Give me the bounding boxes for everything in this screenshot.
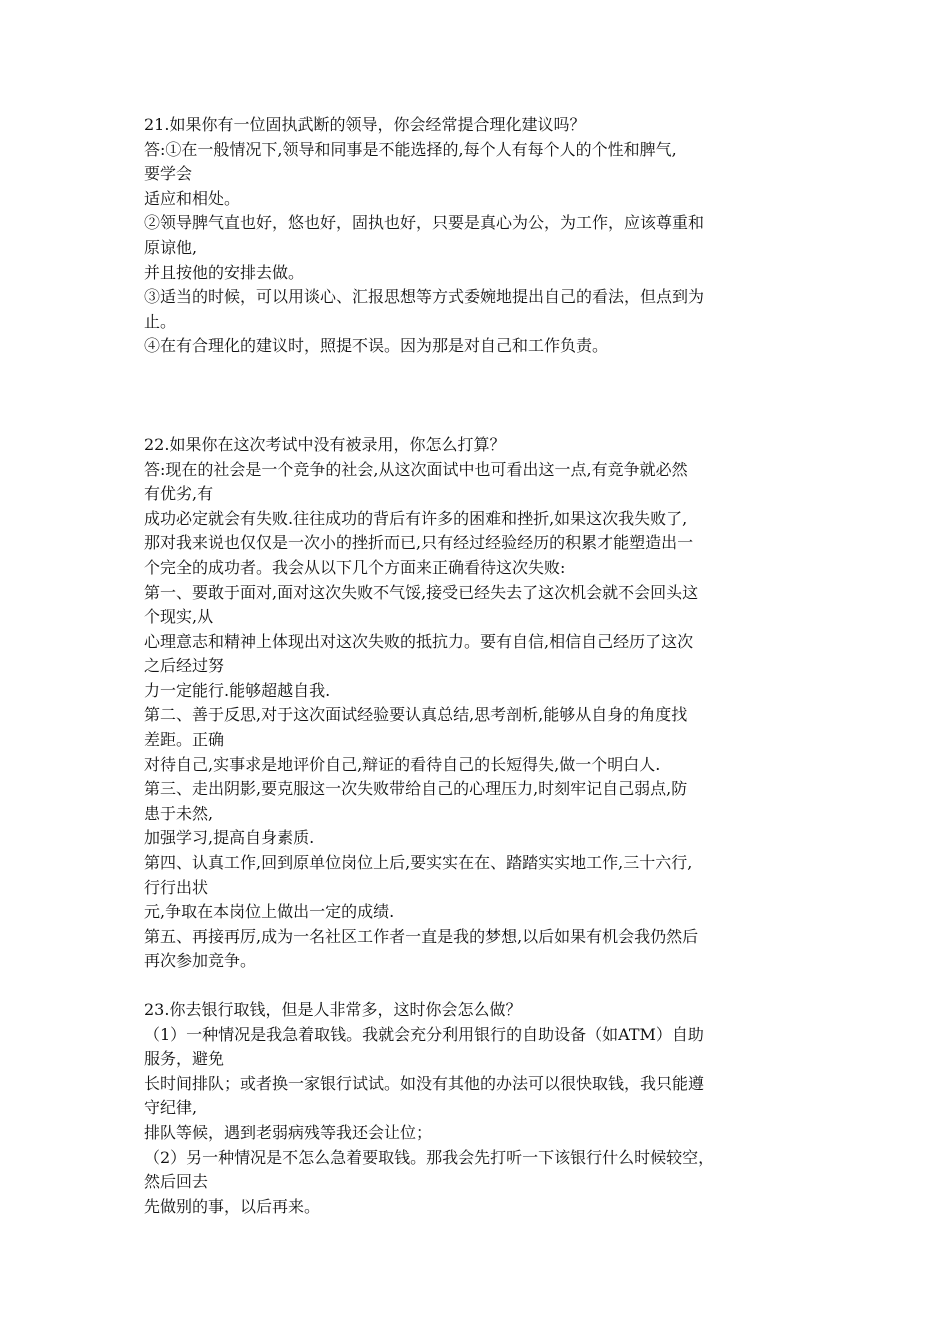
text-line: 第四、认真工作,回到原单位岗位上后,要实实在在、踏踏实实地工作,三十六行, (144, 853, 693, 873)
text-line: 对待自己,实事求是地评价自己,辩证的看待自己的长短得失,做一个明白人. (144, 754, 661, 774)
text-line: 个完全的成功者。我会从以下几个方面来正确看待这次失败: (144, 557, 566, 577)
text-line: 患于未然, (144, 803, 214, 823)
text-line: 守纪律, (144, 1098, 198, 1118)
text-line: 答:现在的社会是一个竞争的社会,从这次面试中也可看出这一点,有竞争就必然 (144, 459, 688, 479)
text-line: 长时间排队；或者换一家银行试试。如没有其他的办法可以很快取钱，我只能遵 (144, 1073, 705, 1093)
text-line: 先做别的事，以后再来。 (144, 1196, 321, 1216)
text-line: 第五、再接再厉,成为一名社区工作者一直是我的梦想,以后如果有机会我仍然后 (144, 926, 699, 946)
text-line: 再次参加竞争。 (144, 951, 257, 971)
text-line: ④在有合理化的建议时，照提不误。因为那是对自己和工作负责。 (144, 336, 609, 356)
text-line: （2）另一种情况是不怎么急着要取钱。那我会先打听一下该银行什么时候较空， (144, 1147, 715, 1167)
text-line: 加强学习,提高自身素质. (144, 828, 315, 848)
text-line: 成功必定就会有失败.往往成功的背后有许多的困难和挫折,如果这次我失败了, (144, 508, 688, 528)
text-line: 原谅他, (144, 237, 198, 257)
text-line: 行行出状 (144, 877, 209, 897)
text-line: 第二、善于反思,对于这次面试经验要认真总结,思考剖析,能够从自身的角度找 (144, 705, 688, 725)
text-line: 元,争取在本岗位上做出一定的成绩. (144, 902, 395, 922)
text-line: （1）一种情况是我急着取钱。我就会充分利用银行的自助设备（如ATM）自助 (144, 1024, 704, 1044)
question-23-section (144, 998, 812, 1219)
section-spacer (144, 974, 812, 998)
text-line: 服务，避免 (144, 1049, 225, 1069)
text-line: 第三、走出阴影,要克服这一次失败带给自己的心理压力,时刻牢记自己弱点,防 (144, 779, 688, 799)
text-line: 差距。正确 (144, 730, 225, 750)
text-line: 要学会 (144, 164, 193, 184)
text-line: ②领导脾气直也好，悠也好，固执也好，只要是真心为公，为工作，应该尊重和 (144, 213, 705, 233)
text-line: 之后经过努 (144, 656, 225, 676)
text-line: 心理意志和精神上体现出对这次失败的抵抗力。要有自信,相信自己经历了这次 (144, 631, 694, 651)
text-line: ③适当的时候，可以用谈心、汇报思想等方式委婉地提出自己的看法，但点到为 (144, 287, 705, 307)
text-line: 止。 (144, 311, 177, 331)
question-21-section (144, 113, 812, 359)
text-line: 第一、要敢于面对,面对这次失败不气馁,接受已经失去了这次机会就不会回头这 (144, 582, 699, 602)
text-line: 并且按他的安排去做。 (144, 262, 305, 282)
text-line: 个现实,从 (144, 607, 214, 627)
section-spacer (144, 359, 812, 433)
question-21-title: 21.如果你有一位固执武断的领导，你会经常提合理化建议吗？ (144, 115, 586, 134)
text-line: 适应和相处。 (144, 188, 241, 208)
text-line: 然后回去 (144, 1172, 209, 1192)
document-page (144, 113, 812, 1219)
text-line: 排队等候，遇到老弱病残等我还会让位； (144, 1122, 433, 1142)
question-22-section (144, 433, 812, 974)
text-line: 力一定能行.能够超越自我. (144, 680, 331, 700)
text-line: 有优劣,有 (144, 484, 214, 504)
text-line: 答:①在一般情况下,领导和同事是不能选择的,每个人有每个人的个性和脾气, (144, 139, 677, 159)
text-line: 那对我来说也仅仅是一次小的挫折而已,只有经过经验经历的积累才能塑造出一 (144, 533, 694, 553)
question-22-title: 22.如果你在这次考试中没有被录用，你怎么打算？ (144, 434, 506, 454)
question-23-title: 23.你去银行取钱，但是人非常多，这时你会怎么做？ (144, 1000, 522, 1019)
